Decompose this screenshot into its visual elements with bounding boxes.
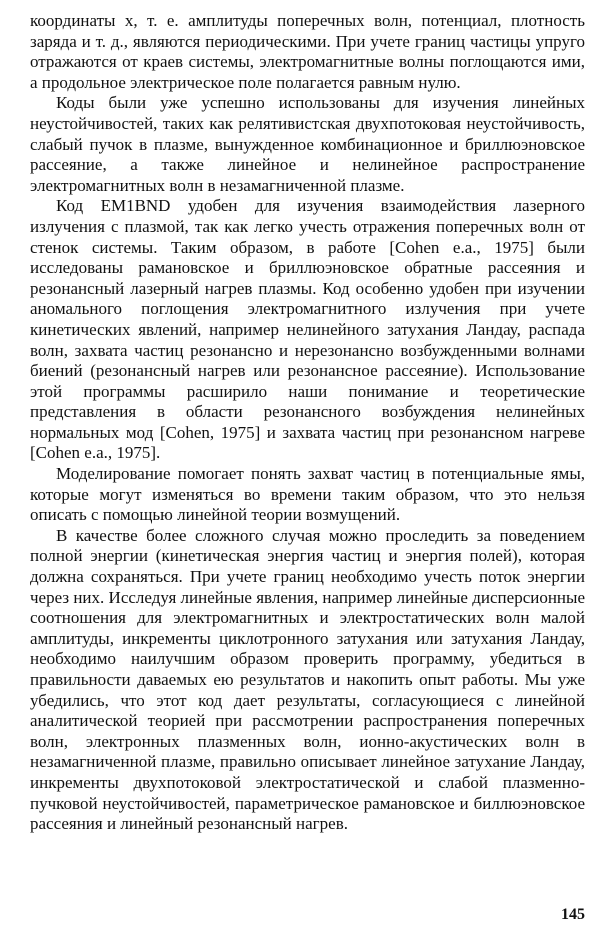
page-number: 145 xyxy=(561,906,585,923)
paragraph-1: координаты x, т. е. амплитуды поперечных волн, потенциал, плотность заряда и т. д., являются периодическими. При учете границ частицы упруго отражаются от краев системы, электромагнитные волны поглощаются ими, а продольное электрическое поле полагается равным нулю. xyxy=(30,11,585,92)
paragraph-3: Код EM1BND удобен для изучения взаимодействия лазерного излучения с плазмой, так как легко учесть отражения поперечных волн от стенок системы. Таким образом, в работе [Cohen e.a., 1975] были исследованы рамановское и бриллюэновское обратные рассеяния и резонансный лазерный нагрев плазмы. Код особенно удобен при изучении аномального поглощения электромагнитного излучения при учете кинетических явлений, например нелинейного затухания Ландау, распада волн, захвата частиц резонансно и нерезонансно возбужденными волнами биений (резонансный нагрев или резонансное рассеяние). Использование этой программы расширило наши понимание и теоретические представления в области резонансного возбуждения нелинейных нормальных мод [Cohen, 1975] и захвата частиц при резонансном нагреве [Cohen e.a., 1975]. xyxy=(30,196,585,463)
paragraph-2: Коды были уже успешно использованы для изучения линейных неустойчивостей, таких как релятивистская двухпотоковая неустойчивость, слабый пучок в плазме, вынужденное комбинационное и бриллюэновское рассеяние, а также линейное и нелинейное распространение электромагнитных волн в незамагниченной плазме. xyxy=(30,93,585,195)
paragraph-4: Моделирование помогает понять захват частиц в потенциальные ямы, которые могут изменяться во времени таким образом, что это нельзя описать с помощью линейной теории возмущений. xyxy=(30,464,585,525)
paragraph-5: В качестве более сложного случая можно проследить за поведением полной энергии (кинетическая энергия частиц и энергия полей), которая должна сохраняться. При учете границ необходимо учесть поток энергии через них. Исследуя линейные явления, например линейные дисперсионные соотношения для электромагнитных и электростатических волн малой амплитуды, инкременты циклотронного затухания или затухания Ландау, необходимо наилучшим образом проверить программу, убедиться в правильности даваемых ею результатов и накопить опыт работы. Мы уже убедились, что этот код дает результаты, согласующиеся с линейной аналитической теорией при рассмотрении распространения поперечных волн, электронных плазменных волн, ионно-акустических волн в незамагниченной плазме, правильно описывает линейное затухание Ландау, инкременты двухпотоковой электростатической и слабой плазменно-пучковой неустойчивостей, параметрическое рамановское и биллюэновское рассеяния и линейный резонансный нагрев. xyxy=(30,525,585,834)
